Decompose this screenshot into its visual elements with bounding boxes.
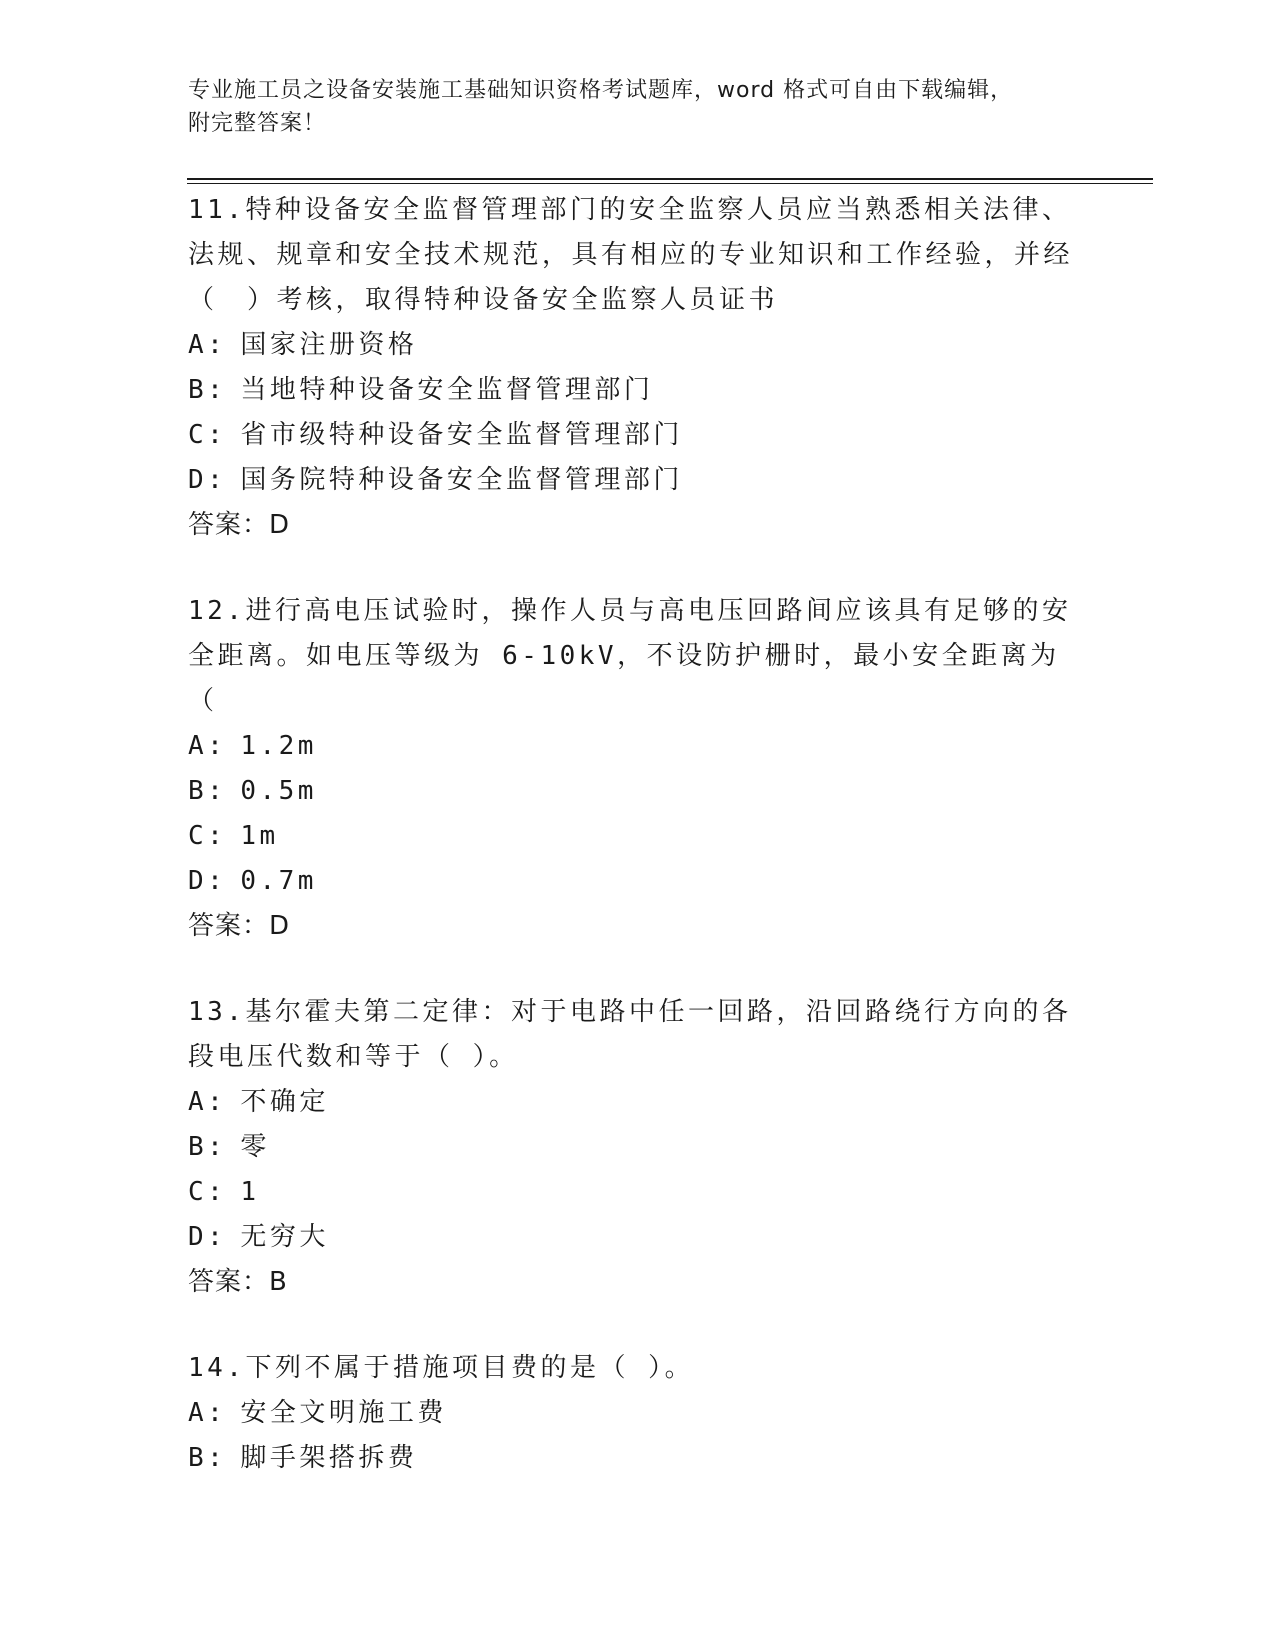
option-letter: B:	[188, 776, 227, 806]
option-letter: B:	[188, 1443, 227, 1473]
option-c[interactable]	[188, 413, 1088, 458]
question-list	[188, 188, 1088, 1522]
question-13	[188, 990, 1088, 1305]
option-letter: C:	[188, 420, 227, 450]
option-b[interactable]	[188, 1125, 1088, 1170]
option-letter: D:	[188, 465, 227, 495]
header-line-1: 专业施工员之设备安装施工基础知识资格考试题库，word 格式可自由下载编辑，	[188, 78, 1014, 103]
option-text: 1	[240, 1177, 260, 1207]
option-text: 1.2m	[240, 731, 317, 761]
question-stem: 14.下列不属于措施项目费的是（ ）。	[188, 1353, 695, 1383]
option-letter: A:	[188, 330, 227, 360]
option-text: 0.5m	[240, 776, 317, 806]
option-text: 省市级特种设备安全监督管理部门	[240, 420, 683, 450]
option-b[interactable]	[188, 1436, 1088, 1481]
option-a[interactable]	[188, 1391, 1088, 1436]
question-11	[188, 188, 1088, 548]
option-text: 0.7m	[240, 866, 317, 896]
header-divider-thin	[187, 183, 1153, 184]
option-letter: B:	[188, 375, 227, 405]
option-b[interactable]	[188, 368, 1088, 413]
option-text: 1m	[240, 821, 279, 851]
question-12	[188, 589, 1088, 949]
question-stem: 12.进行高电压试验时，操作人员与高电压回路间应该具有足够的安全距离。如电压等级为 6-10kV，不设防护栅时，最小安全距离为（	[188, 596, 1072, 716]
option-c[interactable]	[188, 1170, 1088, 1215]
option-text: 无穷大	[240, 1222, 329, 1252]
option-d[interactable]	[188, 1215, 1088, 1260]
question-14	[188, 1346, 1088, 1481]
option-text: 脚手架搭拆费	[240, 1443, 418, 1473]
option-text: 当地特种设备安全监督管理部门	[240, 375, 654, 405]
header-divider-thick	[187, 178, 1153, 180]
question-stem: 11.特种设备安全监督管理部门的安全监察人员应当熟悉相关法律、法规、规章和安全技术规范，具有相应的专业知识和工作经验，并经（ ）考核，取得特种设备安全监察人员证书	[188, 195, 1074, 315]
document-header	[188, 74, 1068, 140]
option-letter: D:	[188, 1222, 227, 1252]
option-letter: C:	[188, 1177, 227, 1207]
option-letter: C:	[188, 821, 227, 851]
option-a[interactable]	[188, 724, 1088, 769]
option-letter: A:	[188, 1398, 227, 1428]
option-a[interactable]	[188, 1080, 1088, 1125]
option-d[interactable]	[188, 859, 1088, 904]
option-c[interactable]	[188, 814, 1088, 859]
option-letter: A:	[188, 731, 227, 761]
option-letter: B:	[188, 1132, 227, 1162]
header-line-2: 附完整答案！	[188, 111, 327, 136]
option-text: 零	[240, 1132, 270, 1162]
answer-line: 答案：B	[188, 1267, 288, 1297]
option-text: 安全文明施工费	[240, 1398, 447, 1428]
option-text: 不确定	[240, 1087, 329, 1117]
option-text: 国务院特种设备安全监督管理部门	[240, 465, 683, 495]
option-b[interactable]	[188, 769, 1088, 814]
question-stem: 13.基尔霍夫第二定律：对于电路中任一回路，沿回路绕行方向的各段电压代数和等于（ ）。	[188, 997, 1072, 1072]
answer-line: 答案：D	[188, 911, 291, 941]
option-letter: A:	[188, 1087, 227, 1117]
option-text: 国家注册资格	[240, 330, 418, 360]
answer-line: 答案：D	[188, 510, 291, 540]
option-letter: D:	[188, 866, 227, 896]
option-d[interactable]	[188, 458, 1088, 503]
option-a[interactable]	[188, 323, 1088, 368]
